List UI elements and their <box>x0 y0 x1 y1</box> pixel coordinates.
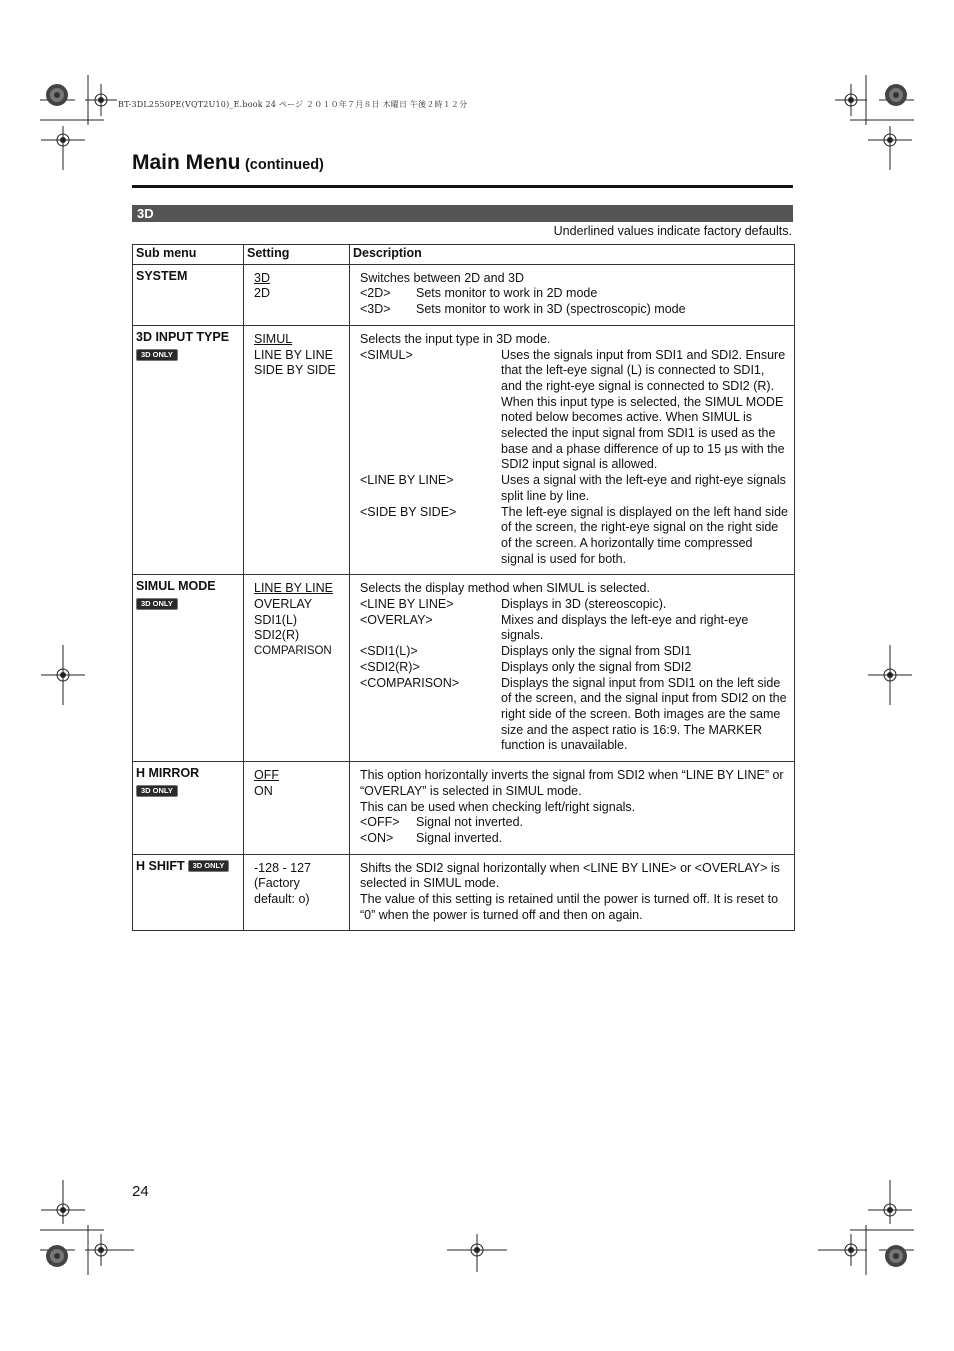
3d-only-badge: 3D ONLY <box>136 349 178 361</box>
setting-default: LINE BY LINE <box>254 581 333 596</box>
table-header-row <box>133 245 795 265</box>
defaults-note: Underlined values indicate factory defaults. <box>553 224 792 238</box>
description-text: This option horizontally inverts the signal from SDI2 when “LINE BY LINE” or “OVERLAY” is selected in SIMUL mode. <box>360 768 784 798</box>
header-sub-menu: Sub menu <box>133 245 244 265</box>
description-item: <SDI2(R)> Displays only the signal from SDI2 <box>360 659 692 674</box>
submenu-simul-mode: SIMUL MODE <box>136 579 216 594</box>
setting-default: SIMUL <box>254 331 293 346</box>
description-text: Selects the display method when SIMUL is selected. <box>360 581 650 596</box>
setting-note: default: o) <box>254 892 310 907</box>
description-item: <ON> Signal inverted. <box>360 830 503 845</box>
setting-default: 3D <box>254 270 270 285</box>
submenu-h-shift: H SHIFT <box>136 858 185 873</box>
section-heading-3d: 3D <box>132 205 793 222</box>
submenu-3d-input-type: 3D INPUT TYPE <box>136 329 230 344</box>
description-text: The value of this setting is retained until the power is turned off. It is reset to “0” when the power is turned off and then on again. <box>360 892 779 922</box>
3d-only-badge: 3D ONLY <box>136 598 178 610</box>
table-row <box>133 325 795 575</box>
description-item: <LINE BY LINE> Displays in 3D (stereoscopic). <box>360 597 667 612</box>
description-item: <3D> Sets monitor to work in 3D (spectroscopic) mode <box>360 302 686 317</box>
book-file-info: BT-3DL2550PE(VQT2U10)_E.book 24 ページ ２０１０年７月８日 木曜日 午後２時１２分 <box>118 100 468 109</box>
setting-option: SIDE BY SIDE <box>254 363 336 378</box>
description-text: This can be used when checking left/right signals. <box>360 799 636 814</box>
setting-range: -128 - 127 <box>254 860 311 875</box>
settings-table <box>132 244 795 931</box>
description-item: <SIMUL> Uses the signals input from SDI1 and SDI2. Ensure that the left-eye signal (L) is connected to SDI1, and the right-eye signal is connected to SDI2 (R). When this input type is selected, the SIMUL MODE noted below becomes active. When SIMUL is selected the input signal from SDI1 is used as the base and a phase difference of up to 15 μs with the SDI2 input signal is allowed. <box>360 347 786 472</box>
setting-option: OVERLAY <box>254 597 313 612</box>
setting-default: OFF <box>254 768 279 783</box>
description-item: <SDI1(L)> Displays only the signal from SDI1 <box>360 644 692 659</box>
page-title <box>132 151 324 175</box>
3d-only-badge: 3D ONLY <box>188 860 230 872</box>
table-row <box>133 575 795 762</box>
description-item: <COMPARISON> Displays the signal input from SDI1 on the left side of the screen, and the signal input from SDI2 on the right side of the screen. Both images are the same size and the aspect ratio is 16:9. The MARKER function is unavailable. <box>360 675 787 753</box>
description-text: Shifts the SDI2 signal horizontally when <LINE BY LINE> or <OVERLAY> is selected in SIMUL mode. <box>360 860 780 891</box>
setting-option: SDI2(R) <box>254 628 300 643</box>
description-item: <2D> Sets monitor to work in 2D mode <box>360 286 598 301</box>
setting-option: SDI1(L) <box>254 612 298 627</box>
title-rule <box>132 185 793 188</box>
description-item: <OFF> Signal not inverted. <box>360 815 524 830</box>
setting-option: COMPARISON <box>254 645 332 658</box>
page-title-sub: (continued) <box>244 157 324 173</box>
page-title-main: Main Menu <box>132 151 241 174</box>
table-row <box>133 264 795 325</box>
submenu-h-mirror: H MIRROR <box>136 766 200 781</box>
page-number: 24 <box>132 1183 149 1200</box>
setting-option: 2D <box>254 286 270 301</box>
setting-option: LINE BY LINE <box>254 347 333 362</box>
description-item: <LINE BY LINE> Uses a signal with the left-eye and right-eye signals split line by line. <box>360 473 786 503</box>
header-setting: Setting <box>244 245 350 265</box>
setting-option: ON <box>254 783 273 798</box>
description-item: <SIDE BY SIDE> The left-eye signal is displayed on the left hand side of the screen, the right-eye signal on the right side of the screen. A horizontally time compressed signal is used for both. <box>360 504 788 566</box>
submenu-system: SYSTEM <box>136 268 188 283</box>
table-row <box>133 762 795 855</box>
description-text: Switches between 2D and 3D <box>360 270 524 285</box>
description-text: Selects the input type in 3D mode. <box>360 331 551 346</box>
header-description: Description <box>350 245 795 265</box>
3d-only-badge: 3D ONLY <box>136 785 178 797</box>
setting-note: (Factory <box>254 876 300 891</box>
table-row <box>133 854 795 931</box>
description-item: <OVERLAY> Mixes and displays the left-eye and right-eye signals. <box>360 612 749 643</box>
